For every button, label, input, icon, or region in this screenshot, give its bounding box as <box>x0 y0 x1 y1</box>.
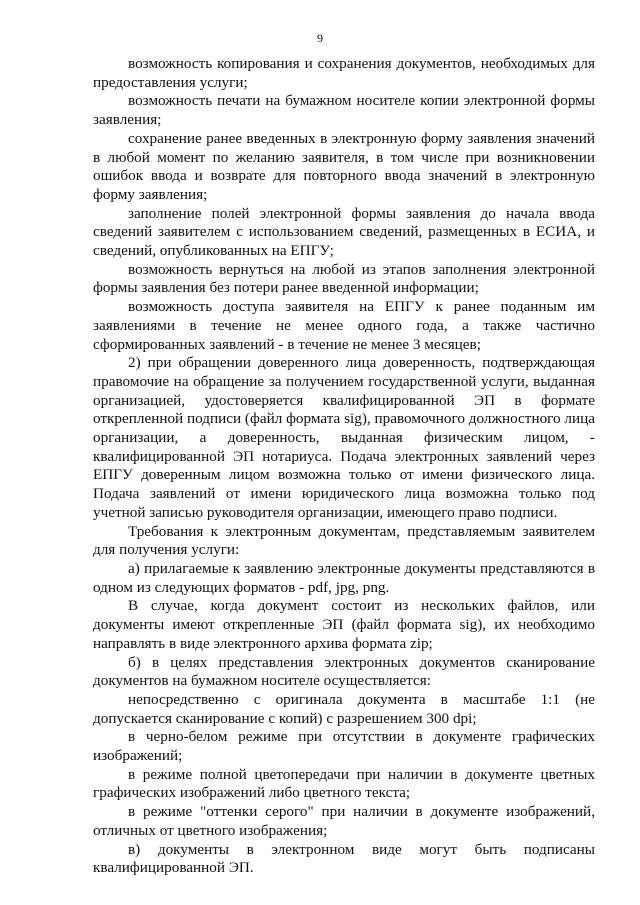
paragraph: непосредственно с оригинала документа в масштабе 1:1 (не допускается сканирование с копий) с разрешением 300 dpi; <box>93 690 595 727</box>
paragraph: В случае, когда документ состоит из нескольких файлов, или документы имеют открепленные ЭП (файл формата sig), их необходимо направлять в виде электронного архива формата zip; <box>93 597 595 652</box>
paragraph: а) прилагаемые к заявлению электронные документы представляются в одном из следующих форматов - pdf, jpg, png. <box>93 559 595 596</box>
page-number: 9 <box>317 31 323 45</box>
document-body <box>93 55 595 878</box>
paragraph: возможность доступа заявителя на ЕПГУ к ранее поданным им заявлениями в течение не менее одного года, а также частично сформированных заявлений - в течение не менее 3 месяцев; <box>93 298 595 353</box>
paragraph: Требования к электронным документам, представляемым заявителем для получения услуги: <box>93 522 595 559</box>
paragraph: возможность печати на бумажном носителе копии электронной формы заявления; <box>93 92 595 129</box>
paragraph: в черно-белом режиме при отсутствии в документе графических изображений; <box>93 728 595 765</box>
paragraph: в режиме полной цветопередачи при наличии в документе цветных графических изображений либо цветного текста; <box>93 765 595 802</box>
paragraph: возможность копирования и сохранения документов, необходимых для предоставления услуги; <box>93 55 595 91</box>
paragraph: в режиме "оттенки серого" при наличии в документе изображений, отличных от цветного изображения; <box>93 803 595 839</box>
paragraph: 2) при обращении доверенного лица доверенность, подтверждающая правомочие на обращение за получением государственной услуги, выданная организацией, удостоверяется квалифицированной ЭП в формате открепленной подписи (файл формата sig), правомочного должностного лица организации, а доверенность, выданная физическим лицом, - квалифицированной ЭП нотариуса. Подача электронных заявлений через ЕПГУ доверенным лицом возможна только от имени физического лица. Подача заявлений от имени юридического лица возможна только под учетной записью руководителя организации, имеющего право подписи. <box>93 354 595 521</box>
paragraph: сохранение ранее введенных в электронную форму заявления значений в любой момент по желанию заявителя, в том числе при возникновении ошибок ввода и возврате для повторного ввода значений в электронную форму заявления; <box>93 129 595 203</box>
paragraph: в) документы в электронном виде могут быть подписаны квалифицированной ЭП. <box>93 840 595 877</box>
paragraph: б) в целях представления электронных документов сканирование документов на бумажном носителе осуществляется: <box>93 653 595 690</box>
paragraph: возможность вернуться на любой из этапов заполнения электронной формы заявления без потери ранее введенной информации; <box>93 260 595 297</box>
paragraph: заполнение полей электронной формы заявления до начала ввода сведений заявителем с использованием сведений, размещенных в ЕСИА, и сведений, опубликованных на ЕПГУ; <box>93 204 595 260</box>
